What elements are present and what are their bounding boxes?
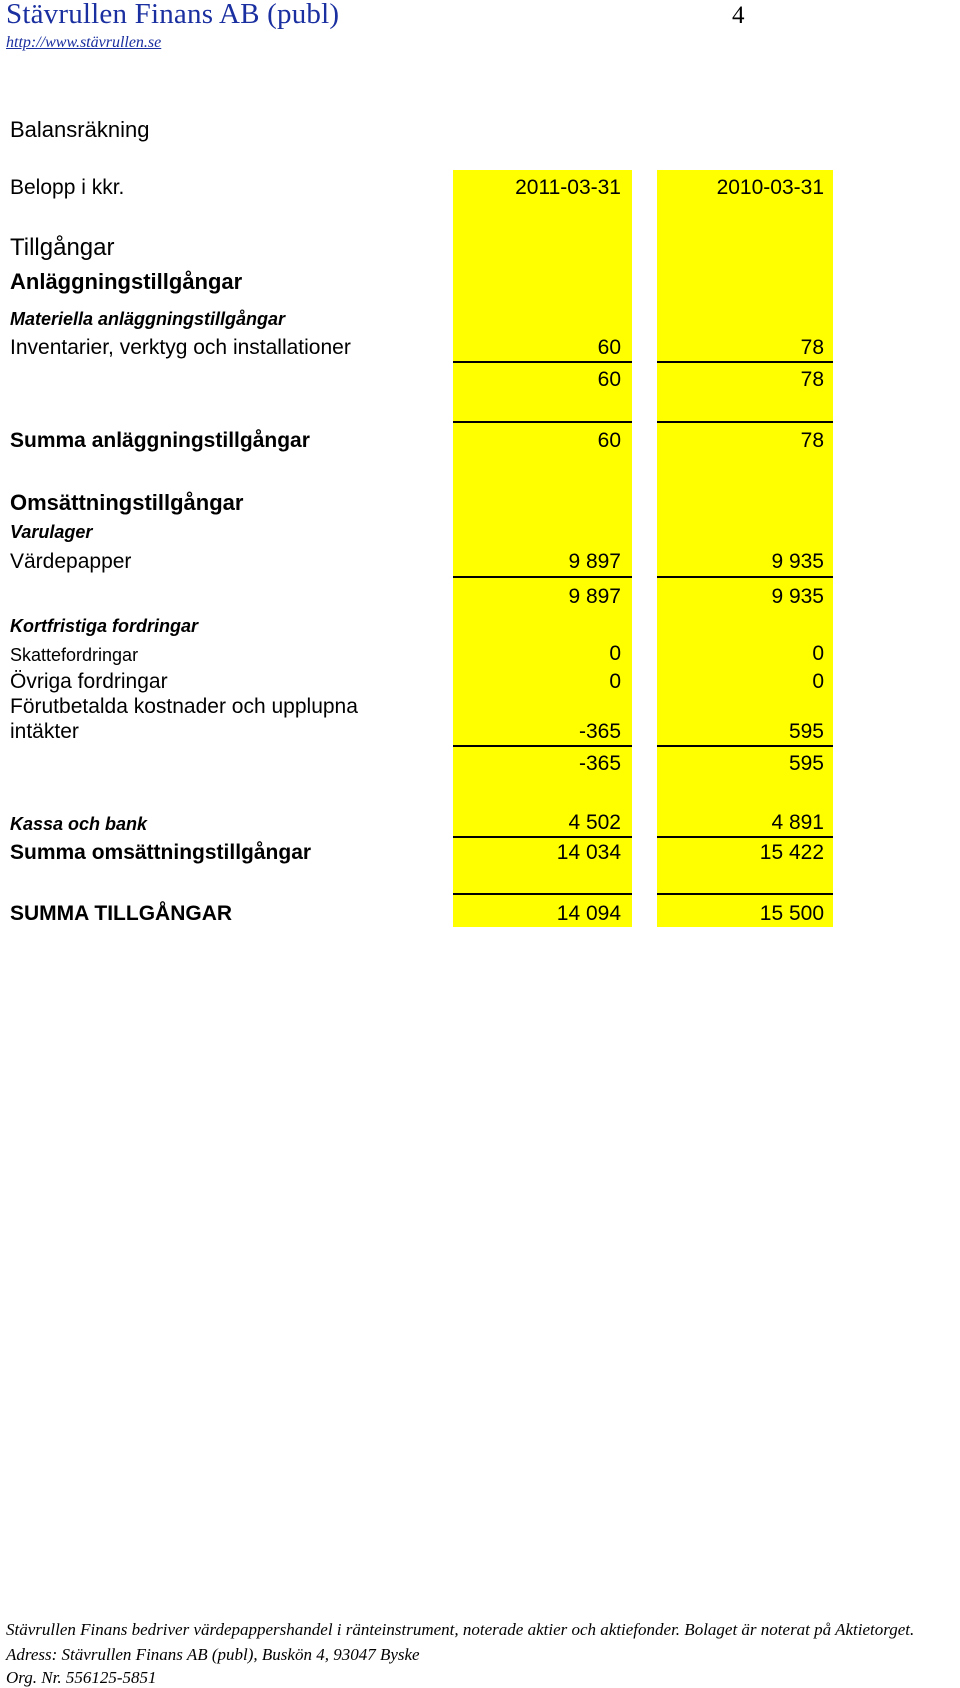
total-value-2011: 14 034 xyxy=(556,841,621,864)
section-heading: Tillgångar xyxy=(10,234,115,261)
group-heading: Varulager xyxy=(10,522,93,542)
subtotal-value-2010: 9 935 xyxy=(771,585,824,608)
grand-total-value-2011: 14 094 xyxy=(556,902,621,925)
subtotal-value-2010: 595 xyxy=(788,752,824,775)
row-value-2011: 9 897 xyxy=(568,550,621,573)
total-value-2010: 15 422 xyxy=(759,841,824,864)
company-name: Stävrullen Finans AB (publ) xyxy=(6,0,340,30)
row-label: Inventarier, verktyg och installationer xyxy=(10,336,351,359)
subtotal-value-2011: 9 897 xyxy=(568,585,621,608)
row-label: Kassa och bank xyxy=(10,814,148,834)
sum-rule xyxy=(453,745,632,747)
sum-rule xyxy=(453,893,632,895)
row-value-2010: 0 xyxy=(812,670,824,693)
sum-rule xyxy=(453,836,632,838)
group-heading: Materiella anläggningstillgångar xyxy=(10,309,286,329)
group-heading: Kortfristiga fordringar xyxy=(10,616,199,636)
row-value-2011: 60 xyxy=(597,336,621,359)
sum-rule xyxy=(657,893,833,895)
sum-rule xyxy=(657,745,833,747)
total-value-2010: 78 xyxy=(800,429,824,452)
grand-total-value-2010: 15 500 xyxy=(759,902,824,925)
column-header-2010: 2010-03-31 xyxy=(716,176,824,199)
row-label: intäkter xyxy=(10,720,79,743)
row-value-2011: -365 xyxy=(578,720,621,743)
sum-rule xyxy=(657,421,833,423)
row-value-2010: 4 891 xyxy=(771,811,824,834)
footer-description: Stävrullen Finans bedriver värdepappershandel i ränteinstrument, noterade aktier och aktiefonder. Bolaget är noterat på Aktietorget. xyxy=(6,1620,915,1639)
row-value-2010: 0 xyxy=(812,642,824,665)
subsection-heading: Omsättningstillgångar xyxy=(10,490,244,515)
subtotal-value-2010: 78 xyxy=(800,368,824,391)
row-label: Övriga fordringar xyxy=(10,670,168,693)
total-label: Summa omsättningstillgångar xyxy=(10,841,312,864)
subsection-heading: Anläggningstillgångar xyxy=(10,269,243,294)
row-value-2010: 9 935 xyxy=(771,550,824,573)
row-value-2011: 4 502 xyxy=(568,811,621,834)
unit-label: Belopp i kkr. xyxy=(10,176,125,199)
company-url-link[interactable]: http://www.stävrullen.se xyxy=(6,34,162,51)
row-value-2011: 0 xyxy=(609,670,621,693)
row-value-2010: 78 xyxy=(800,336,824,359)
row-label: Värdepapper xyxy=(10,550,132,573)
total-value-2011: 60 xyxy=(597,429,621,452)
footer-address: Adress: Stävrullen Finans AB (publ), Buskön 4, 93047 Byske xyxy=(6,1645,420,1664)
row-value-2010: 595 xyxy=(788,720,824,743)
total-label: Summa anläggningstillgångar xyxy=(10,429,310,452)
sum-rule xyxy=(657,576,833,578)
subtotal-value-2011: -365 xyxy=(578,752,621,775)
row-label: Skattefordringar xyxy=(10,645,139,665)
row-label: Förutbetalda kostnader och upplupna xyxy=(10,695,358,718)
sum-rule xyxy=(453,576,632,578)
column-header-2011: 2011-03-31 xyxy=(515,176,621,199)
report-title: Balansräkning xyxy=(10,117,150,142)
row-value-2011: 0 xyxy=(609,642,621,665)
grand-total-label: SUMMA TILLGÅNGAR xyxy=(10,902,233,925)
sum-rule xyxy=(453,421,632,423)
sum-rule xyxy=(657,361,833,363)
sum-rule xyxy=(453,361,632,363)
footer-org-number: Org. Nr. 556125-5851 xyxy=(6,1668,157,1687)
subtotal-value-2011: 60 xyxy=(597,368,621,391)
sum-rule xyxy=(657,836,833,838)
page-number: 4 xyxy=(732,2,745,29)
